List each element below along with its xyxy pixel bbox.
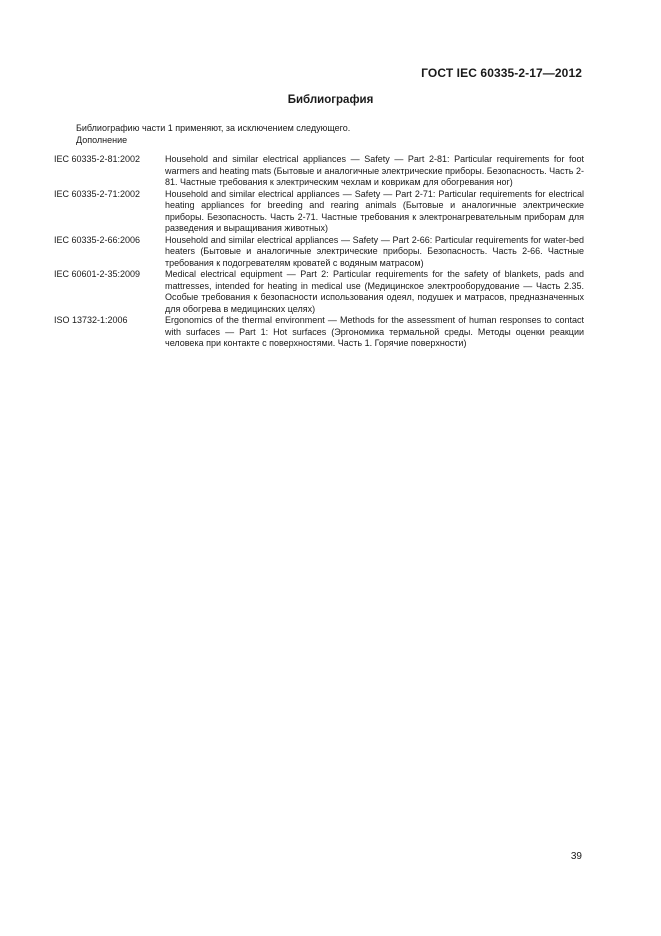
document-standard-header: ГОСТ IEC 60335-2-17—2012 (421, 66, 582, 80)
bibliography-list (54, 154, 584, 350)
page-number: 39 (570, 851, 582, 862)
entry-description: Household and similar electrical appliances — Safety — Part 2-66: Particular requirements for water-bed heaters (Бытовые и аналогичные электрические приборы. Безопасность. Часть 2-66. Частные требования к подогревателям кроватей с водяным матрасом) (165, 234, 584, 268)
page-title: Библиография (287, 94, 374, 106)
bibliography-entry (54, 154, 584, 189)
entry-reference: IEC 60335-2-66:2006 (54, 234, 141, 245)
entry-description: Household and similar electrical appliances — Safety — Part 2-81: Particular requirements for foot warmers and heating mats (Бытовые и аналогичные электрические приборы. Безопасность. Часть 2-81. Частные требования к электрическим чехлам и коврикам для обогревания ног) (165, 154, 584, 187)
intro-line: Библиографию части 1 применяют, за исключением следующего. (76, 123, 351, 133)
bibliography-entry (54, 315, 584, 350)
entry-reference: IEC 60335-2-81:2002 (54, 154, 141, 164)
entry-description: Medical electrical equipment — Part 2: Particular requirements for the safety of blankets, pads and mattresses, intended for heating in medical use (Медицинское электрооборудование — Часть 2.35. Особые требования к безопасности использования одеял, подушек и матрасов, предназначенных для обогрева в медицинских целях) (165, 269, 584, 314)
entry-reference: ISO 13732-1:2006 (54, 315, 128, 325)
entry-description: Household and similar electrical appliances — Safety — Part 2-71: Particular requirements for electrical heating appliances for breeding and rearing animals (Бытовые и аналогичные электрические приборы. Безопасность. Часть 2-71. Частные требования к электронагревательным приборам для разведения и выращивания животных) (165, 188, 584, 233)
bibliography-entry (54, 235, 584, 270)
entry-reference: IEC 60335-2-71:2002 (54, 188, 141, 199)
bibliography-entry (54, 189, 584, 235)
entry-description: Ergonomics of the thermal environment — Methods for the assessment of human responses to contact with surfaces — Part 1: Hot surfaces (Эргономика термальной среды. Методы оценки реакции человека при контакте с поверхностями. Часть 1. Горячие поверхности) (165, 315, 584, 348)
intro-block (76, 123, 350, 146)
bibliography-entry (54, 269, 584, 315)
intro-subheading: Дополнение (76, 134, 128, 145)
entry-reference: IEC 60601-2-35:2009 (54, 269, 141, 279)
